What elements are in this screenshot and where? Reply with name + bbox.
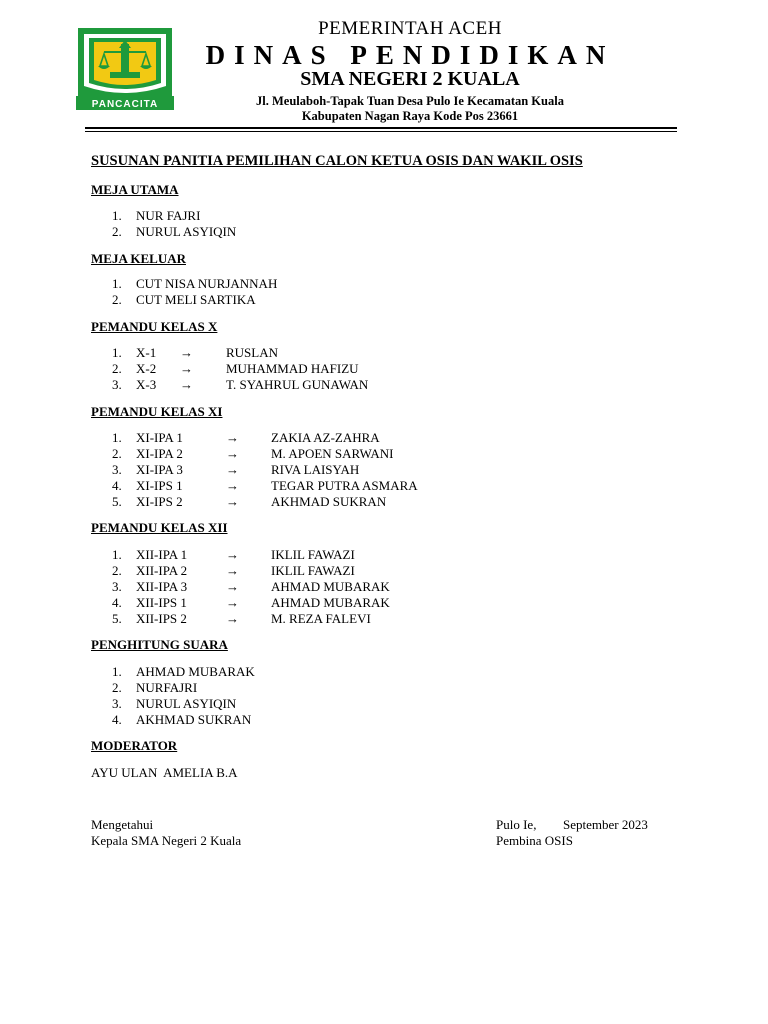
signature-left-line2: Kepala SMA Negeri 2 Kuala bbox=[91, 833, 242, 848]
arrow-icon: → bbox=[226, 494, 239, 509]
moderator-name: AYU ULAN AMELIA B.A bbox=[91, 765, 238, 780]
signature-date: September 2023 bbox=[563, 817, 648, 832]
school-name: SMA NEGERI 2 KUALA bbox=[300, 68, 520, 90]
arrow-icon: → bbox=[226, 579, 239, 594]
header-rule-thin bbox=[85, 131, 677, 132]
logo-caption: PANCACITA bbox=[91, 99, 159, 110]
header-rule-thick bbox=[85, 127, 677, 129]
arrow-icon: → bbox=[226, 563, 239, 578]
arrow-icon: → bbox=[226, 595, 239, 610]
signature-place: Pulo Ie, bbox=[496, 817, 537, 832]
pancacita-logo bbox=[74, 26, 176, 110]
document-title: SUSUNAN PANITIA PEMILIHAN CALON KETUA OSIS DAN WAKIL OSIS bbox=[91, 153, 583, 169]
arrow-icon: → bbox=[226, 430, 239, 445]
heading-penghitung-suara: PENGHITUNG SUARA bbox=[91, 637, 228, 652]
arrow-icon: → bbox=[226, 478, 239, 493]
agency-name: DINAS PENDIDIKAN bbox=[205, 40, 615, 70]
arrow-icon: → bbox=[180, 361, 193, 376]
arrow-icon: → bbox=[226, 462, 239, 477]
heading-kelas-xi: PEMANDU KELAS XI bbox=[91, 404, 223, 419]
address-line-1: Jl. Meulaboh-Tapak Tuan Desa Pulo Ie Kecamatan Kuala bbox=[256, 94, 564, 108]
heading-moderator: MODERATOR bbox=[91, 738, 178, 753]
address-line-2: Kabupaten Nagan Raya Kode Pos 23661 bbox=[301, 109, 519, 123]
arrow-icon: → bbox=[226, 547, 239, 562]
arrow-icon: → bbox=[180, 377, 193, 392]
heading-kelas-x: PEMANDU KELAS X bbox=[91, 319, 218, 334]
arrow-icon: → bbox=[180, 345, 193, 360]
arrow-icon: → bbox=[226, 446, 239, 461]
signature-right-line2: Pembina OSIS bbox=[496, 833, 573, 848]
signature-left-line1: Mengetahui bbox=[91, 817, 154, 832]
heading-kelas-xii: PEMANDU KELAS XII bbox=[91, 520, 228, 535]
heading-meja-keluar: MEJA KELUAR bbox=[91, 251, 186, 266]
arrow-icon: → bbox=[226, 611, 239, 626]
heading-meja-utama: MEJA UTAMA bbox=[91, 182, 179, 197]
government-name: PEMERINTAH ACEH bbox=[318, 18, 502, 39]
